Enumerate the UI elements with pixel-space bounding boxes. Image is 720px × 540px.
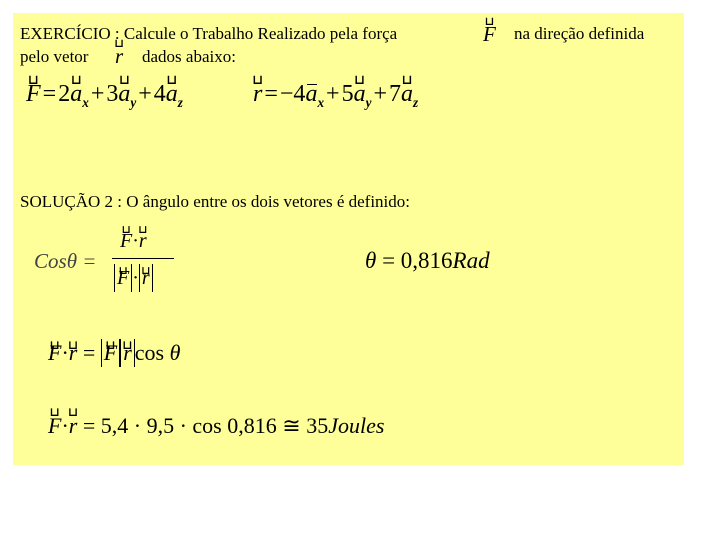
force-equation: ⊔ F = 2⊔ $a_x$ + 3⊔ $a_y$ + 4⊔ $a_z$	[26, 81, 183, 111]
theta-result: θ = 0,816Rad	[365, 248, 490, 273]
dot-product-identity: ⊔ F·⊔ r = ⊔ F⊔ r cos θ	[48, 339, 180, 367]
exercise-heading-line2-end: dados abaixo:	[142, 47, 236, 66]
exercise-heading-line2: pelo vetor	[20, 47, 89, 66]
work-calculation: ⊔ F·⊔ r = 5,4 · 9,5 · cos 0,816 ≅ 35Joules	[48, 413, 384, 439]
exercise-heading-line1-end: na direção definida	[514, 24, 645, 43]
exercise-heading-line1: EXERCÍCIO : Calcule o Trabalho Realizado pela força	[20, 24, 398, 43]
vector-r-symbol-heading: ⊔ r	[115, 44, 123, 69]
force-symbol-heading: ⊔ F	[483, 22, 496, 47]
cos-theta-fraction	[110, 230, 176, 298]
fraction-denominator: ⊔ F ·⊔ r	[114, 264, 153, 292]
vector-r-equation: ⊔ r = $-4a_x$ + 5⊔ $a_y$ + 7⊔ $a_z$	[253, 81, 418, 111]
solution-heading: SOLUÇÃO 2 : O ângulo entre os dois vetores é definido:	[20, 192, 410, 211]
fraction-numerator: ⊔ F·⊔ r	[120, 230, 147, 253]
cos-theta-lhs: Cosθ =	[34, 249, 97, 273]
